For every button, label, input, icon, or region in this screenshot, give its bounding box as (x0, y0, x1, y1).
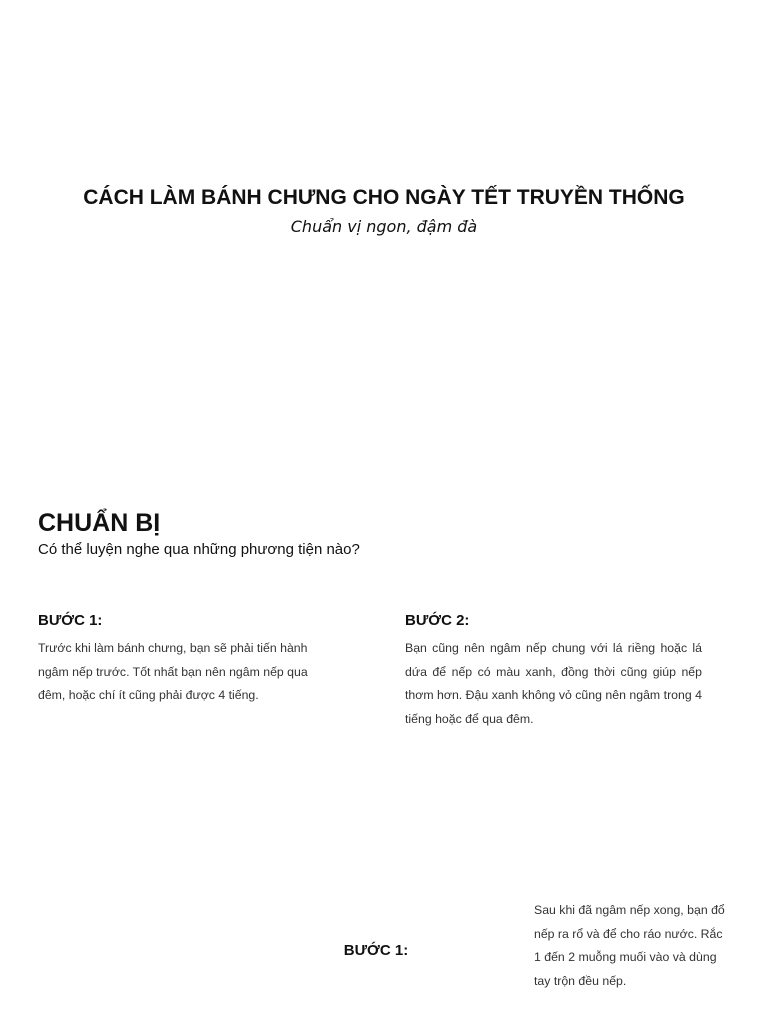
step-1-text: Trước khi làm bánh chưng, bạn sẽ phải tiến hành ngâm nếp trước. Tốt nhất bạn nên ngâm nếp qua đêm, hoặc chí ít cũng phải được 4 tiếng. (38, 641, 308, 702)
step-3-label: BƯỚC 1: (343, 942, 409, 959)
step-2-label: BƯỚC 2: (405, 612, 470, 629)
page-title: CÁCH LÀM BÁNH CHƯNG CHO NGÀY TẾT TRUYỀN THỐNG (83, 186, 685, 209)
step-1-label: BƯỚC 1: (38, 612, 103, 629)
step-2-text: Bạn cũng nên ngâm nếp chung với lá riềng hoặc lá dứa để nếp có màu xanh, đồng thời cũng giúp nếp thơm hơn. Đậu xanh không vỏ cũng nên ngâm trong 4 tiếng hoặc để qua đêm. (405, 641, 702, 726)
section-heading: CHUẨN BỊ (38, 509, 161, 537)
step-3-text: Sau khi đã ngâm nếp xong, bạn đổ nếp ra rổ và để cho ráo nước. Rắc 1 đến 2 muỗng muối vào và dùng tay trộn đều nếp. (534, 903, 725, 988)
page-subtitle: Chuẩn vị ngon, đậm đà (290, 217, 478, 236)
section-subheading: Có thể luyện nghe qua những phương tiện nào? (38, 541, 360, 558)
